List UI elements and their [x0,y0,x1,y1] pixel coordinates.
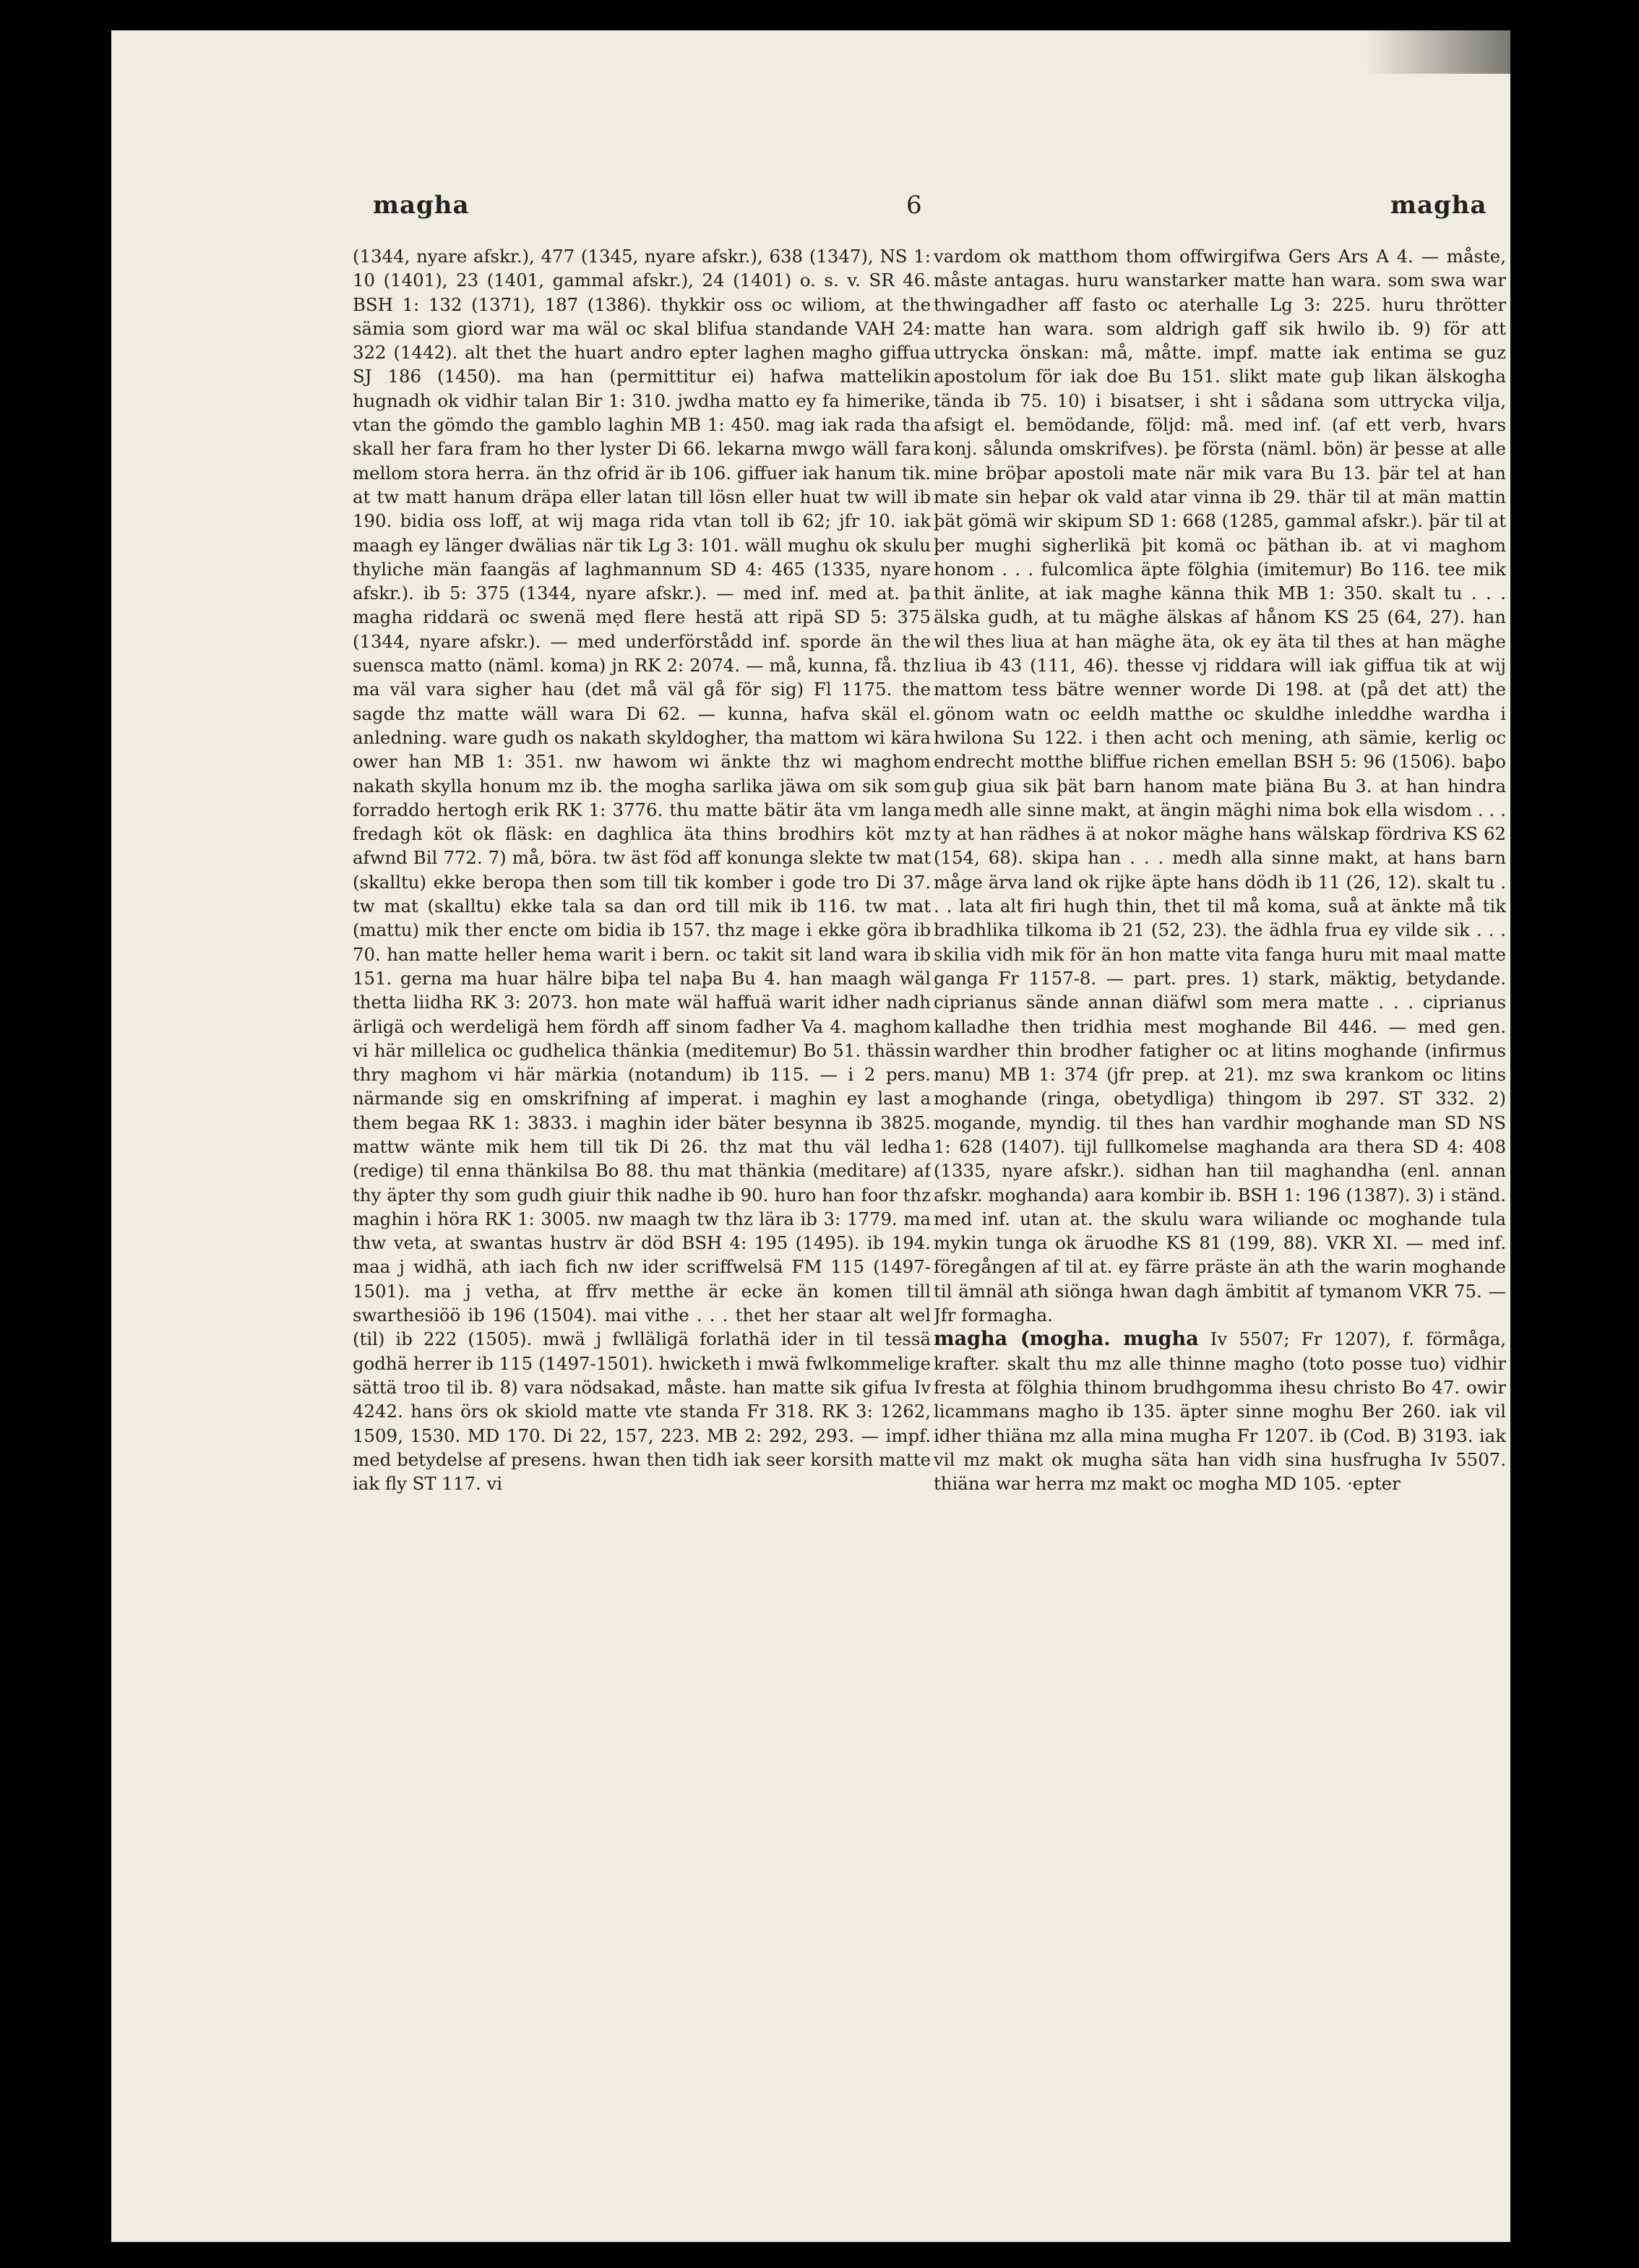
entry-headword: magha (mogha. mugha [934,1328,1199,1351]
dictionary-entry [934,1327,1506,1495]
running-head-left: magha [373,191,470,220]
running-head-right: magha [1390,191,1487,220]
left-column [353,244,931,1993]
page [111,30,1510,2242]
right-column-text: vardom ok matthom thom offwirgifwa Gers Ars A 4. — måste, måste antagas. huru wanstarker matte han wara. som swa war thwingadher aff fasto oc aterhalle Lg 3: 225. huru thrötter matte han wara. som aldrigh gaff sik hwilo ib. 9) för att uttrycka önskan: må, måtte. impf. matte iak entima se guz apostolum för iak doe Bu 151. slikt mate guþ likan älskogha tända ib 75. 10) i bisatser, i sht i sådana som uttrycka vilja, afsigt el. bemödande, följd: må. med inf. (af ett verb, hvars konj. sålunda omskrifves). þe första (näml. bön) är þesse at alle mine bröþar apostoli mate när mik vara Bu 13. þär tel at han mate sin heþar ok vald atar vinna ib 29. thär til at män mattin þät gömä wir skipum SD 1: 668 (1285, gammal afskr.). þär til at þer mughi sigherlikä þit komä oc þäthan ib. at vi maghom honom . . . fulcomlica äpte fölghia (imitemur) Bo 116. tee mik thit änlite, at iak maghe känna thik MB 1: 350. skalt tu . . . älska gudh, at tu mäghe älskas af hånom KS 25 (64, 27). han wil thes liua at han mäghe äta, ok ey äta til thes at han mäghe liua ib 43 (111, 46). thesse vj riddara will iak giffua tik at wij mattom tess bätre wenner worde Di 198. at (på det att) the gönom watn oc eeldh matthe oc skuldhe inleddhe wardha i hwilona Su 122. i then acht och mening, ath sämie, kerlig oc endrecht motthe bliffue richen emellan BSH 5: 96 (1506). baþo guþ giua sik þät barn hanom mate þiäna Bu 3. at han hindra medh alle sinne makt, at ängin mäghi nima bok ella wisdom . . . ty at han rädhes ä at nokor mäghe hans wälskap fördriva KS 62 (154, 68). skipa han . . . medh alla sinne makt, at hans barn måge ärva land ok rijke äpte hans dödh ib 11 (26, 12). skalt tu . . . lata alt firi hugh thin, thet til må koma, suå at änkte må tik bradhlika tilkoma ib 21 (52, 23). the ädhla frua ey vilde sik . . . skilia vidh mik för än hon matte vita fanga huru mit maal matte ganga Fr 1157-8. — part. pres. 1) stark, mäktig, betydande. ciprianus sände annan diäfwl som mera matte . . . ciprianus kalladhe then tridhia mest moghande Bil 446. — med gen. wardher thin brodher fatigher oc at litins moghande (infirmus manu) MB 1: 374 (jfr prep. at 21). mz swa krankom oc litins moghande (ringa, obetydliga) thingom ib 297. ST 332. 2) mogande, myndig. til thes han vardhir moghande man SD NS 1: 628 (1407). tijl fullkomelse maghanda ara thera SD 4: 408 (1335, nyare afskr.). sidhan han tiil maghandha (enl. annan afskr. moghanda) aara kombir ib. BSH 1: 196 (1387). 3) i ständ. med inf. utan at. the skulu wara wiliande oc moghande tula mykin tunga ok äruodhe KS 81 (199, 88). VKR XI. — med inf. föregången af til at. ey färre präste än ath the warin moghande til ämnäl ath siönga hwan dagh ämbitit af tymanom VKR 75. — Jfr formagha. [934,246,1506,1326]
left-column-text: (1344, nyare afskr.), 477 (1345, nyare afskr.), 638 (1347), NS 1: 10 (1401), 23 (1401, gammal afskr.), 24 (1401) o. s. v. SR 46. BSH 1: 132 (1371), 187 (1386). thykkir oss oc wiliom, at the sämia som giord war ma wäl oc skal blifua standande VAH 24: 322 (1442). alt thet the huart andro epter laghen magho giffua SJ 186 (1450). ma han (permittitur ei) hafwa mattelikin hugnadh ok vidhir talan Bir 1: 310. jwdha matto ey fa himerike, vtan the gömdo the gamblo laghin MB 1: 450. mag iak rada tha skall her fara fram ho ther lyster Di 66. lekarna mwgo wäll fara mellom stora herra. än thz ofrid är ib 106. giffuer iak hanum tik. at tw matt hanum dräpa eller latan till lösn eller huat tw will ib 190. bidia oss loff, at wij maga rida vtan toll ib 62; jfr 10. iak maagh ey länger dwälias när tik Lg 3: 101. wäll mughu ok skulu thyliche män faangäs af laghmannum SD 4: 465 (1335, nyare afskr.). ib 5: 375 (1344, nyare afskr.). — med inf. med at. þa magha riddarä oc swenä mẹd flere hestä att ripä SD 5: 375 (1344, nyare afskr.). — med underförstådd inf. sporde än the suensca matto (näml. koma) jn RK 2: 2074. — må, kunna, få. thz ma väl vara sigher hau (det må väl gå för sig) Fl 1175. the sagde thz matte wäll wara Di 62. — kunna, hafva skäl el. anledning. ware gudh os nakath skyldogher, tha mattom wi kära ower han MB 1: 351. nw hawom wi änkte thz wi maghom nakath skylla honum mz ib. the mogha sarlika jäwa om sik som forraddo hertogh erik RK 1: 3776. thu matte bätir äta vm langa fredagh köt ok fläsk: en daghlica äta thins brodhirs köt mz afwnd Bil 772. 7) må, böra. tw äst föd aff konunga slekte tw mat (skalltu) ekke beropa then som till tik komber i gode tro Di 37. tw mat (skalltu) ekke tala sa dan ord till mik ib 116. tw mat (mattu) mik ther encte om bidia ib 157. thz mage i ekke göra ib 70. han matte heller hema warit i bern. oc takit sit land wara ib 151. gerna ma huar hälre biþa tel naþa Bu 4. han maagh wäl thetta liidha RK 3: 2073. hon mate wäl haffuä warit idher nadh ärligä och werdeligä hem fördh aff sinom fadher Va 4. maghom vi här millelica oc gudhelica thänkia (meditemur) Bo 51. thässin thry maghom vi här märkia (notandum) ib 115. — i 2 pers. närmande sig en omskrifning af imperat. i maghin ey last a them begaa RK 1: 3833. i maghin ider bäter besynna ib 3825. mattw wänte mik hem till tik Di 26. thz mat thu väl ledha (redige) til enna thänkilsa Bo 88. thu mat thänkia (meditare) af thy äpter thy som gudh giuir thik nadhe ib 90. huro han foor thz maghin i höra RK 1: 3005. nw maagh tw thz lära ib 3: 1779. ma thw veta, at swantas hustrv är död BSH 4: 195 (1495). ib 194. maa j widhä, ath iach fich nw ider scriffwelsä FM 115 (1497-1501). ma j vetha, at ffrv metthe är ecke än komen till swarthesiöö ib 196 (1504). mai vithe . . . thet her staar alt wel (til) ib 222 (1505). mwä j fwlläligä forlathä ider in til tessä godhä herrer ib 115 (1497-1501). hwicketh i mwä fwlkommelige sättä troo til ib. 8) vara nödsakad, måste. han matte sik gifua Iv 4242. hans örs ok skiold matte vte standa Fr 318. RK 3: 1262, 1509, 1530. MD 170. Di 22, 157, 223. MB 2: 292, 293. — impf. med betydelse af presens. hwan then tidh iak seer korsith matte iak fly ST 117. vi [353,246,931,1495]
page-number: 6 [906,191,922,220]
entry-text: Iv 5507; Fr 1207), f. förmåga, krafter. skalt thu mz alle thinne magho (toto posse tuo) vidhir fresta at fölghia thinom brudhgomma ihesu christo Bo 47. owir licammans magho ib 135. äpter sinne moghu Ber 260. iak vil idher thiäna mz alla mina mugha Fr 1207. ib (Cod. B) 3193. iak vil mz makt ok mugha säta han vidh sina husfrugha Iv 5507. thiäna war herra mz makt oc mogha MD 105. ·epter [934,1328,1506,1495]
page-header [111,191,1510,227]
right-column [934,244,1506,1993]
scan-shadow [1366,30,1510,74]
